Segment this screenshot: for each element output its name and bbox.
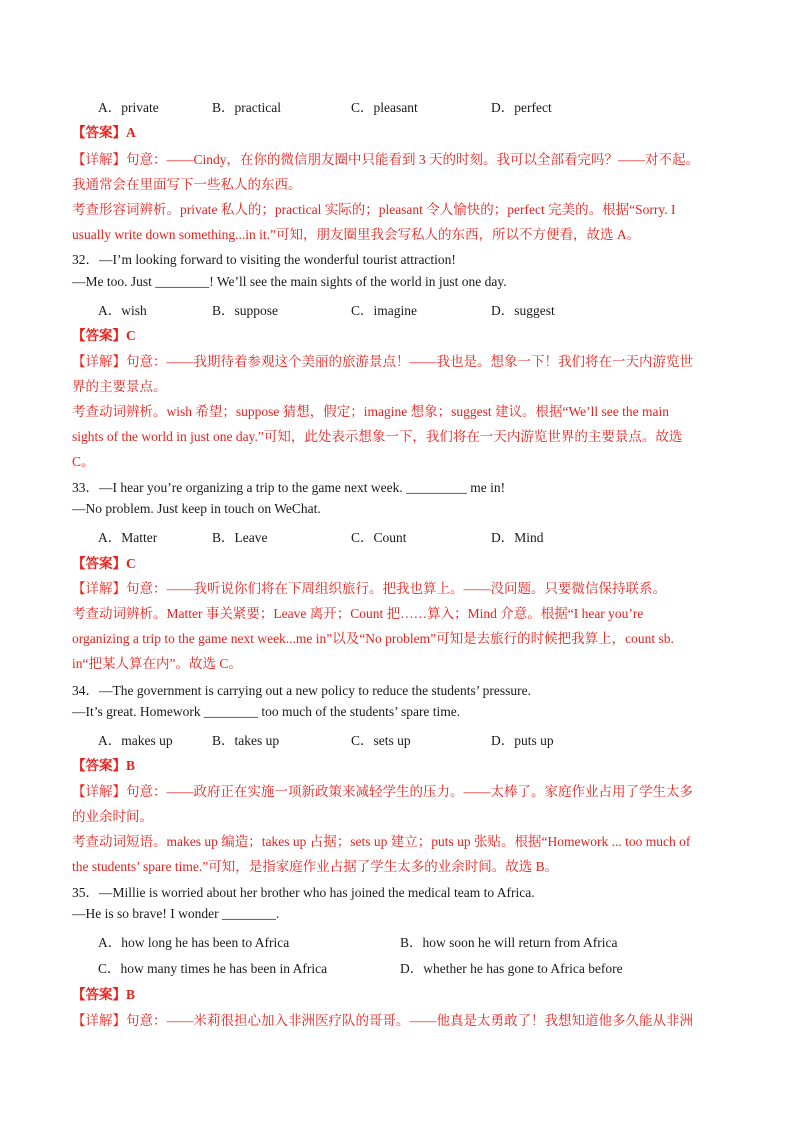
detail-line: 【详解】句意：——我期待着参观这个美丽的旅游景点！——我也是。想象一下！我们将在一天内游览世 (72, 354, 693, 369)
answer-label: 【答案】A (72, 125, 136, 140)
question-stem: 32．—I’m looking forward to visiting the wonderful tourist attraction! (72, 252, 456, 267)
option-d: D．Mind (491, 530, 544, 545)
detail-line: 的业余时间。 (72, 809, 153, 824)
question-stem: —He is so brave! I wonder ________. (72, 906, 280, 921)
detail-line: usually write down something...in it.”可知，朋友圈里我会写私人的东西，所以不方便看，故选 A。 (72, 227, 641, 242)
option-d: D．suggest (491, 303, 555, 318)
question-stem: —Me too. Just ________! We’ll see the main sights of the world in just one day. (72, 274, 507, 289)
option-d: D．puts up (491, 733, 554, 748)
question-stem: 34．—The government is carrying out a new policy to reduce the students’ pressure. (72, 683, 531, 698)
question-stem: 33．—I hear you’re organizing a trip to the game next week. _________ me in! (72, 480, 506, 495)
detail-line: 界的主要景点。 (72, 379, 167, 394)
detail-line: in“把某人算在内”。故选 C。 (72, 656, 242, 671)
option-a: A．wish (98, 303, 147, 318)
detail-line: 我通常会在里面写下一些私人的东西。 (72, 177, 302, 192)
detail-line: 【详解】句意：——米莉很担心加入非洲医疗队的哥哥。——他真是太勇敢了！我想知道他多久能从非洲 (72, 1013, 693, 1028)
detail-line: 【详解】句意：——我听说你们将在下周组织旅行。把我也算上。——没问题。只要微信保持联系。 (72, 581, 666, 596)
option-c: C．pleasant (351, 100, 418, 115)
option-a: A．Matter (98, 530, 158, 545)
option-c: C．how many times he has been in Africa (98, 961, 328, 976)
answer-label: 【答案】B (72, 987, 136, 1002)
detail-line: organizing a trip to the game next week...me in”以及“No problem”可知是去旅行的时候把我算上，count sb. (72, 631, 674, 646)
detail-line: C。 (72, 454, 95, 469)
option-a: A．makes up (98, 733, 173, 748)
detail-line: sights of the world in just one day.”可知，此处表示想象一下，我们将在一天内游览世界的主要景点。故选 (72, 429, 683, 444)
option-a: A．private (98, 100, 159, 115)
detail-line: 考查动词辨析。Matter 事关紧要；Leave 离开；Count 把……算入；Mind 介意。根据“I hear you’re (72, 606, 644, 621)
answer-label: 【答案】B (72, 758, 136, 773)
question-stem: 35．—Millie is worried about her brother who has joined the medical team to Africa. (72, 885, 535, 900)
option-c: C．sets up (351, 733, 411, 748)
option-b: B．suppose (212, 303, 279, 318)
option-b: B．how soon he will return from Africa (400, 935, 618, 950)
option-b: B．Leave (212, 530, 268, 545)
option-a: A．how long he has been to Africa (98, 935, 290, 950)
detail-line: 考查动词辨析。wish 希望；suppose 猜想，假定；imagine 想象；suggest 建议。根据“We’ll see the main (72, 404, 669, 419)
detail-line: 【详解】句意：——政府正在实施一项新政策来减轻学生的压力。——太棒了。家庭作业占用了学生太多 (72, 784, 693, 799)
detail-line: the students’ spare time.”可知，是指家庭作业占据了学生太多的业余时间。故选 B。 (72, 859, 559, 874)
detail-line: 【详解】句意：——Cindy，在你的微信朋友圈中只能看到 3 天的时刻。我可以全部看完吗？——对不起。 (72, 152, 700, 167)
detail-line: 考查形容词辨析。private 私人的；practical 实际的；pleasant 令人愉快的；perfect 完美的。根据“Sorry. I (72, 202, 676, 217)
answer-label: 【答案】C (72, 328, 136, 343)
detail-line: 考查动词短语。makes up 编造；takes up 占据；sets up 建立；puts up 张贴。根据“Homework ... too much of (72, 834, 691, 849)
option-d: D．whether he has gone to Africa before (400, 961, 623, 976)
option-b: B．takes up (212, 733, 280, 748)
answer-label: 【答案】C (72, 556, 136, 571)
option-d: D．perfect (491, 100, 552, 115)
option-c: C．Count (351, 530, 407, 545)
option-b: B．practical (212, 100, 281, 115)
question-stem: —It’s great. Homework ________ too much of the students’ spare time. (72, 704, 461, 719)
option-c: C．imagine (351, 303, 417, 318)
question-stem: —No problem. Just keep in touch on WeChat. (72, 501, 321, 516)
